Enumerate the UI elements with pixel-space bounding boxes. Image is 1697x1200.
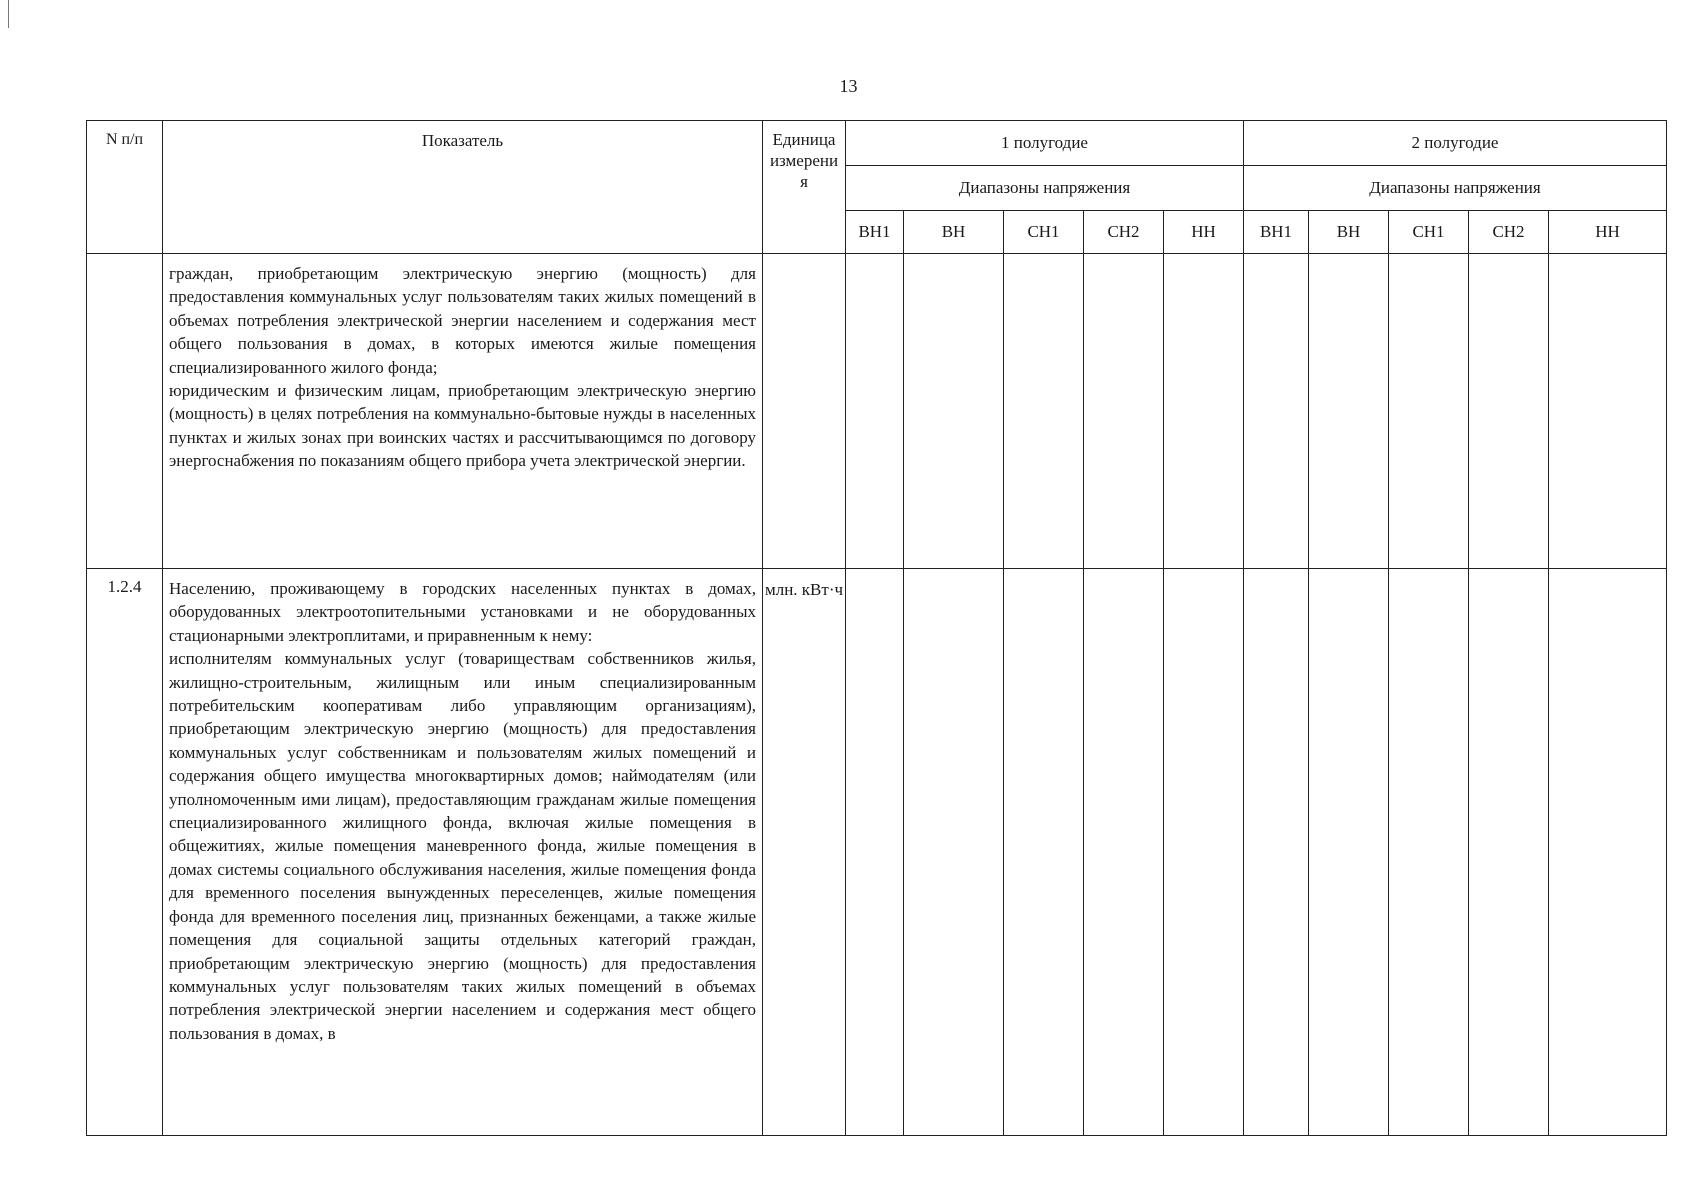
- row-indicator-text: [163, 569, 763, 1136]
- value-cell: [1004, 569, 1084, 1136]
- header-voltage-h2-vn1: ВН1: [1244, 211, 1309, 254]
- value-cell: [846, 254, 904, 569]
- header-number: N п/п: [87, 121, 163, 254]
- header-half-2: 2 полугодие: [1244, 121, 1667, 166]
- value-cell: [1549, 569, 1667, 1136]
- header-voltage-h1-vn: ВН: [904, 211, 1004, 254]
- row-unit: [763, 254, 846, 569]
- value-cell: [1164, 254, 1244, 569]
- page-number: 13: [839, 76, 858, 96]
- value-cell: [1549, 254, 1667, 569]
- value-cell: [1084, 569, 1164, 1136]
- row-paragraph: Населению, проживающему в городских населенных пунктах в домах, оборудованных электроотопительными установками и не оборудованных стационарными электроплитами, и приравненным к нему:: [169, 579, 756, 645]
- header-voltage-h2-sn2: СН2: [1469, 211, 1549, 254]
- value-cell: [904, 569, 1004, 1136]
- value-cell: [1164, 569, 1244, 1136]
- row-paragraph: исполнителям коммунальных услуг (товариществам собственников жилья, жилищно-строительным, жилищным или иным специализированным потребительским кооперативам либо управляющим организациям), приобретающим электрическую энергию (мощность) для предоставления коммунальных услуг собственникам и пользователям жилых помещений и содержания общего имущества многоквартирных домов; наймодателям (или уполномоченным ими лицам), предоставляющим гражданам жилые помещения специализированного жилищного фонда, включая жилые помещения в общежитиях, жилые помещения маневренного фонда, жилые помещения в домах системы социального обслуживания населения, жилые помещения фонда для временного поселения вынужденных переселенцев, жилые помещения фонда для временного поселения лиц, признанных беженцами, а также жилые помещения для социальной защиты отдельных категорий граждан, приобретающим электрическую энергию (мощность) для предоставления коммунальных услуг пользователям таких жилых помещений в объемах потребления электрической энергии населением и содержания мест общего пользования в домах, в: [169, 649, 756, 1043]
- value-cell: [1309, 254, 1389, 569]
- row-indicator-text: [163, 254, 763, 569]
- table-row: [87, 254, 1667, 569]
- value-cell: [1469, 254, 1549, 569]
- value-cell: [1309, 569, 1389, 1136]
- header-indicator: Показатель: [163, 121, 763, 254]
- value-cell: [1004, 254, 1084, 569]
- header-voltage-h1-sn1: СН1: [1004, 211, 1084, 254]
- value-cell: [1244, 254, 1309, 569]
- scan-edge-line: [8, 0, 9, 28]
- header-voltage-h1-nn: НН: [1164, 211, 1244, 254]
- header-voltage-h2-sn1: СН1: [1389, 211, 1469, 254]
- value-cell: [1389, 254, 1469, 569]
- value-cell: [1389, 569, 1469, 1136]
- header-voltage-h1-sn2: СН2: [1084, 211, 1164, 254]
- header-voltage-h2-nn: НН: [1549, 211, 1667, 254]
- header-ranges-2: Диапазоны напряжения: [1244, 166, 1667, 211]
- row-paragraph: юридическим и физическим лицам, приобретающим электрическую энергию (мощность) в целях потребления на коммунально-бытовые нужды в населенных пунктах и жилых зонах при воинских частях и рассчитывающимся по договору энергоснабжения по показаниям общего прибора учета электрической энергии.: [169, 381, 756, 471]
- header-half-1: 1 полугодие: [846, 121, 1244, 166]
- row-number: [87, 254, 163, 569]
- header-ranges-1: Диапазоны напряжения: [846, 166, 1244, 211]
- row-unit: млн. кВт·ч: [763, 569, 846, 1136]
- header-unit: Единица измерения: [763, 121, 846, 254]
- value-cell: [1469, 569, 1549, 1136]
- table-row: [87, 569, 1667, 1136]
- header-voltage-h2-vn: ВН: [1309, 211, 1389, 254]
- tariff-balance-table: [86, 120, 1667, 1136]
- value-cell: [904, 254, 1004, 569]
- row-number: 1.2.4: [87, 569, 163, 1136]
- value-cell: [846, 569, 904, 1136]
- value-cell: [1084, 254, 1164, 569]
- value-cell: [1244, 569, 1309, 1136]
- header-voltage-h1-vn1: ВН1: [846, 211, 904, 254]
- row-paragraph: граждан, приобретающим электрическую энергию (мощность) для предоставления коммунальных услуг пользователям таких жилых помещений в объемах потребления электрической энергии населением и содержания мест общего пользования в домах, в которых имеются жилые помещения специализированного жилого фонда;: [169, 264, 756, 377]
